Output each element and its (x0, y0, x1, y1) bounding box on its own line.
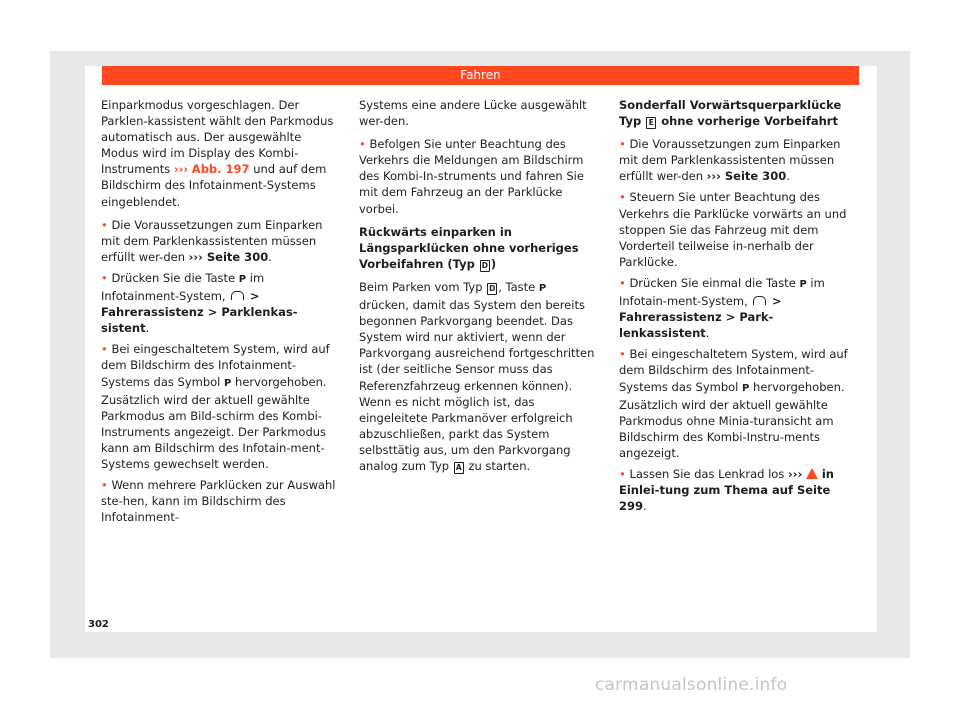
column-2 (359, 97, 599, 481)
column-3 (619, 97, 859, 519)
bullet-item: • Wenn mehrere Parklücken zur Auswahl ste-hen, kann im Bildschirm des Infotainment- (101, 477, 341, 525)
bullet-item: • Die Voraussetzungen zum Einparken mit dem Parklenkassistenten müssen erfüllt wer-den ››› Seite 300. (101, 217, 341, 265)
chapter-header: Fahren (102, 66, 859, 85)
parking-key-icon: P (538, 282, 547, 294)
page-ref-link[interactable]: ››› Seite 300 (188, 249, 269, 264)
bullet-item: • Befolgen Sie unter Beachtung des Verkehrs die Meldungen am Bildschirm des Kombi-In-struments und fahren Sie mit dem Fahrzeug an der Parklücke vorbei. (359, 136, 599, 216)
parking-key-icon: P (224, 377, 232, 389)
figure-ref-link[interactable]: Abb. 197 (191, 162, 250, 177)
bullet-item: • Drücken Sie einmal die Taste P im Infotain-ment-System, > Fahrerassistenz > Park-lenkassistent. (619, 275, 859, 341)
car-menu-icon (753, 296, 766, 305)
menu-path: > Fahrerassistenz > Parklenkas-sistent (101, 289, 298, 336)
bullet-item: • Lassen Sie das Lenkrad los ››› in Einlei-tung zum Thema auf Seite 299. (619, 466, 859, 514)
type-key-a: A (454, 462, 464, 474)
bullet-item: • Steuern Sie unter Beachtung des Verkehrs die Parklücke vorwärts an und stoppen Sie das Fahrzeug mit dem Vorderteil teilweise in-nerhalb der Parklücke. (619, 189, 859, 269)
menu-path: > Fahrerassistenz > Park-lenkassistent (619, 294, 782, 341)
parking-key-icon: P (238, 273, 247, 285)
type-key-e: E (646, 117, 656, 129)
column-1 (101, 97, 341, 530)
watermark: carmanualsonline.info (595, 675, 788, 695)
page-number: 302 (88, 619, 109, 630)
paragraph: Einparkmodus vorgeschlagen. Der Parklen-kassistent wählt den Parkmodus automatisch aus. Der ausgewählte Modus wird im Display des Kombi-Instruments ››› Abb. 197 und auf dem Bildschirm des Infotainment-Systems eingeblendet. (101, 98, 334, 209)
bullet-item: • Bei eingeschaltetem System, wird auf dem Bildschirm des Infotainment-Systems das Symbol P hervorgehoben. Zusätzlich wird der aktuell gewählte Parkmodus am Bild-schirm des Kombi-Instruments angezeigt. Der Parkmodus kann am Bildschirm des Infotain-ment-Systems gewechselt werden. (101, 341, 341, 472)
car-menu-icon (231, 291, 244, 300)
bullet-item: • Bei eingeschaltetem System, wird auf dem Bildschirm des Infotainment-Systems das Symbol P hervorgehoben. Zusätzlich wird der aktuell gewählte Parkmodus ohne Minia-turansicht am Bildschirm des Kombi-Instru-ments angezeigt. (619, 346, 859, 461)
bullet-item: • Die Voraussetzungen zum Einparken mit dem Parklenkassistenten müssen erfüllt wer-den ››› Seite 300. (619, 136, 859, 184)
paragraph: Beim Parken vom Typ D , Taste P drücken, damit das System den bereits begonnen Parkvorgang beendet. Das System wird nur aktiviert, wenn der Parkvorgang ausreichend fortgeschritten ist (der seitliche Sensor muss das Referenzfahrzeug erkennen können). Wenn es nicht möglich ist, das eingeleitete Parkmanöver erfolgreich abzuschließen, parkt das System selbsttätig aus, um den Parkvorgang analog zum Typ A zu starten. (359, 279, 595, 473)
paragraph: Systems eine andere Lücke ausgewählt wer-den. (359, 98, 587, 129)
page-ref-link[interactable]: ››› Seite 300 (706, 169, 787, 184)
figure-ref-arrow: ››› (173, 162, 189, 177)
type-key-d: D (481, 260, 489, 270)
parking-key-icon: P (799, 278, 807, 290)
section-heading: Sonderfall Vorwärtsquerparklücke Typ E ohne vorherige Vorbeifahrt (619, 98, 842, 129)
parking-key-icon: P (742, 382, 750, 394)
ref-arrow: ››› (787, 466, 803, 481)
type-key-d: D (489, 283, 496, 293)
page-ref-link[interactable]: in Einlei-tung zum Thema auf Seite 299 (619, 466, 834, 514)
section-heading: Rückwärts einparken in Längsparklücken ohne vorheriges Vorbeifahren (Typ D ) (359, 224, 579, 271)
warning-triangle-icon (806, 468, 818, 479)
bullet-item: • Drücken Sie die Taste P im Infotainment-System, > Fahrerassistenz > Parklenkas-sistent. (101, 270, 341, 336)
